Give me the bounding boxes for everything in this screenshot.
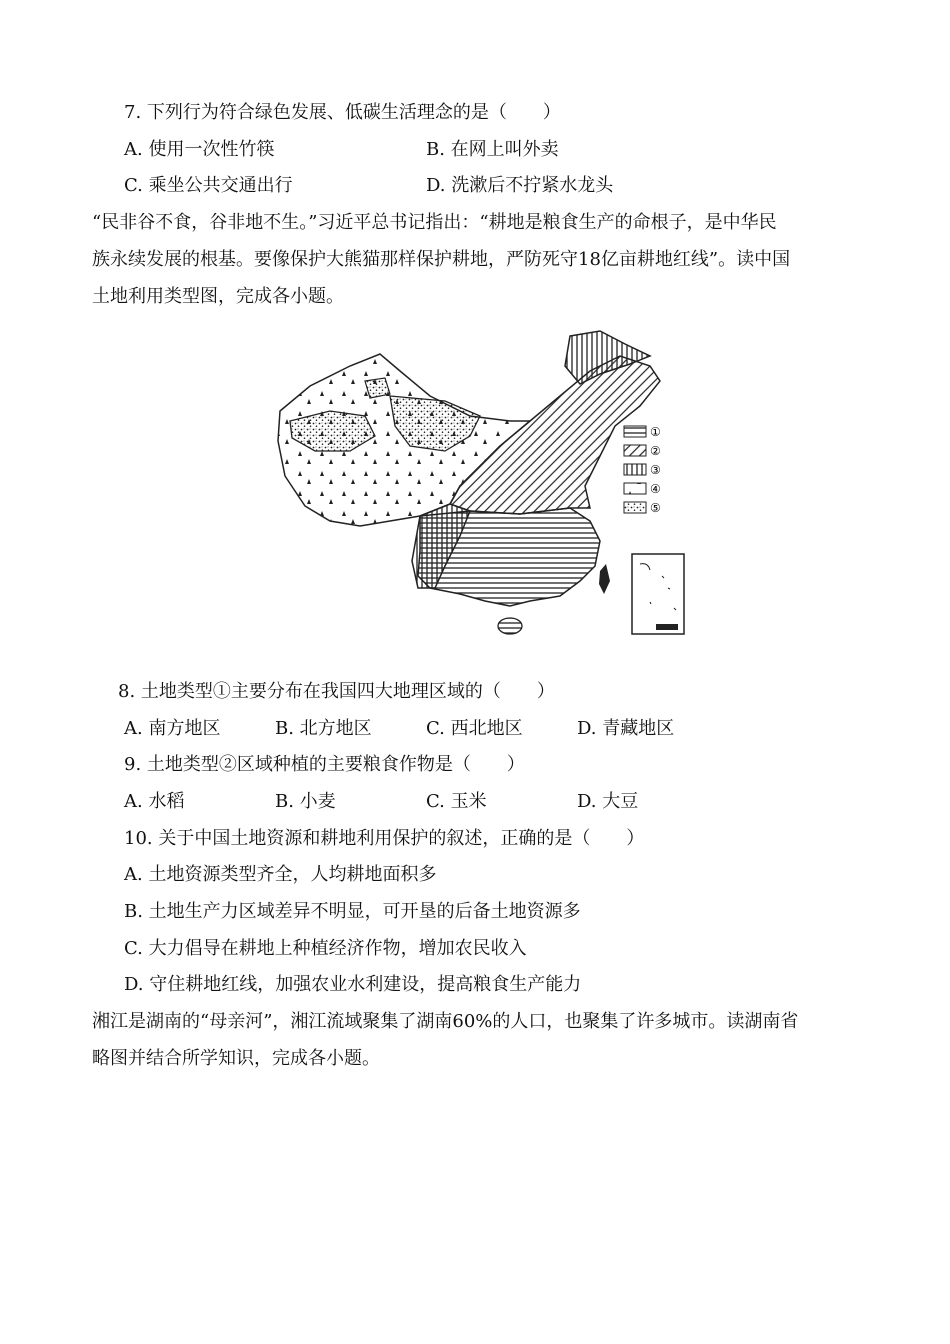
q8-option-d: D. 青藏地区	[577, 718, 675, 739]
legend-label-5: ⑤	[650, 501, 661, 515]
china-land-use-map	[270, 326, 690, 640]
q9-option-c: C. 玉米	[426, 791, 487, 812]
q9-option-b: B. 小麦	[275, 791, 336, 812]
taiwan-island	[599, 564, 610, 594]
legend-label-4: ④	[650, 482, 661, 496]
passage1-line-2: 族永续发展的根基。要像保护大熊猫那样保护耕地，严防死守18亿亩耕地红线”。读中国	[92, 249, 791, 270]
q8-option-a: A. 南方地区	[124, 718, 221, 739]
q7-option-a: A. 使用一次性竹筷	[124, 139, 275, 160]
passage1-line-1: “民非谷不食，谷非地不生。”习近平总书记指出：“耕地是粮食生产的命根子，是中华民	[92, 212, 777, 233]
map-regions	[278, 331, 660, 634]
q10-option-c: C. 大力倡导在耕地上种植经济作物，增加农民收入	[124, 938, 527, 959]
q10-option-a: A. 土地资源类型齐全，人均耕地面积多	[124, 864, 437, 885]
legend-label-3: ③	[650, 463, 661, 477]
q9-option-a: A. 水稻	[124, 791, 185, 812]
q10-option-d: D. 守住耕地红线，加强农业水利建设，提高粮食生产能力	[124, 974, 582, 995]
q7-option-c: C. 乘坐公共交通出行	[124, 175, 293, 196]
map-legend	[624, 425, 661, 515]
q7-option-b: B. 在网上叫外卖	[426, 139, 559, 160]
legend-label-2: ②	[650, 444, 661, 458]
q10-option-b: B. 土地生产力区域差异不明显，可开垦的后备土地资源多	[124, 901, 581, 922]
passage1-line-3: 土地利用类型图，完成各小题。	[92, 286, 344, 307]
q8-option-b: B. 北方地区	[275, 718, 372, 739]
region-5-desert-small	[365, 378, 390, 398]
legend-label-1: ①	[650, 425, 661, 439]
q8-stem: 8. 土地类型①主要分布在我国四大地理区域的（ ）	[118, 681, 555, 702]
q10-stem: 10. 关于中国土地资源和耕地利用保护的叙述，正确的是（ ）	[124, 828, 645, 849]
hainan-island	[498, 618, 522, 634]
passage2-line-1: 湘江是湖南的“母亲河”，湘江流域聚集了湖南60%的人口，也聚集了许多城市。读湖南省	[92, 1011, 799, 1032]
q7-option-d: D. 洗漱后不拧紧水龙头	[426, 175, 614, 196]
q7-stem: 7. 下列行为符合绿色发展、低碳生活理念的是（ ）	[124, 102, 561, 123]
q9-option-d: D. 大豆	[577, 791, 639, 812]
q8-option-c: C. 西北地区	[426, 718, 523, 739]
passage2-line-2: 略图并结合所学知识，完成各小题。	[92, 1048, 380, 1069]
q9-stem: 9. 土地类型②区域种植的主要粮食作物是（ ）	[124, 754, 525, 775]
south-china-sea-inset	[632, 554, 684, 634]
